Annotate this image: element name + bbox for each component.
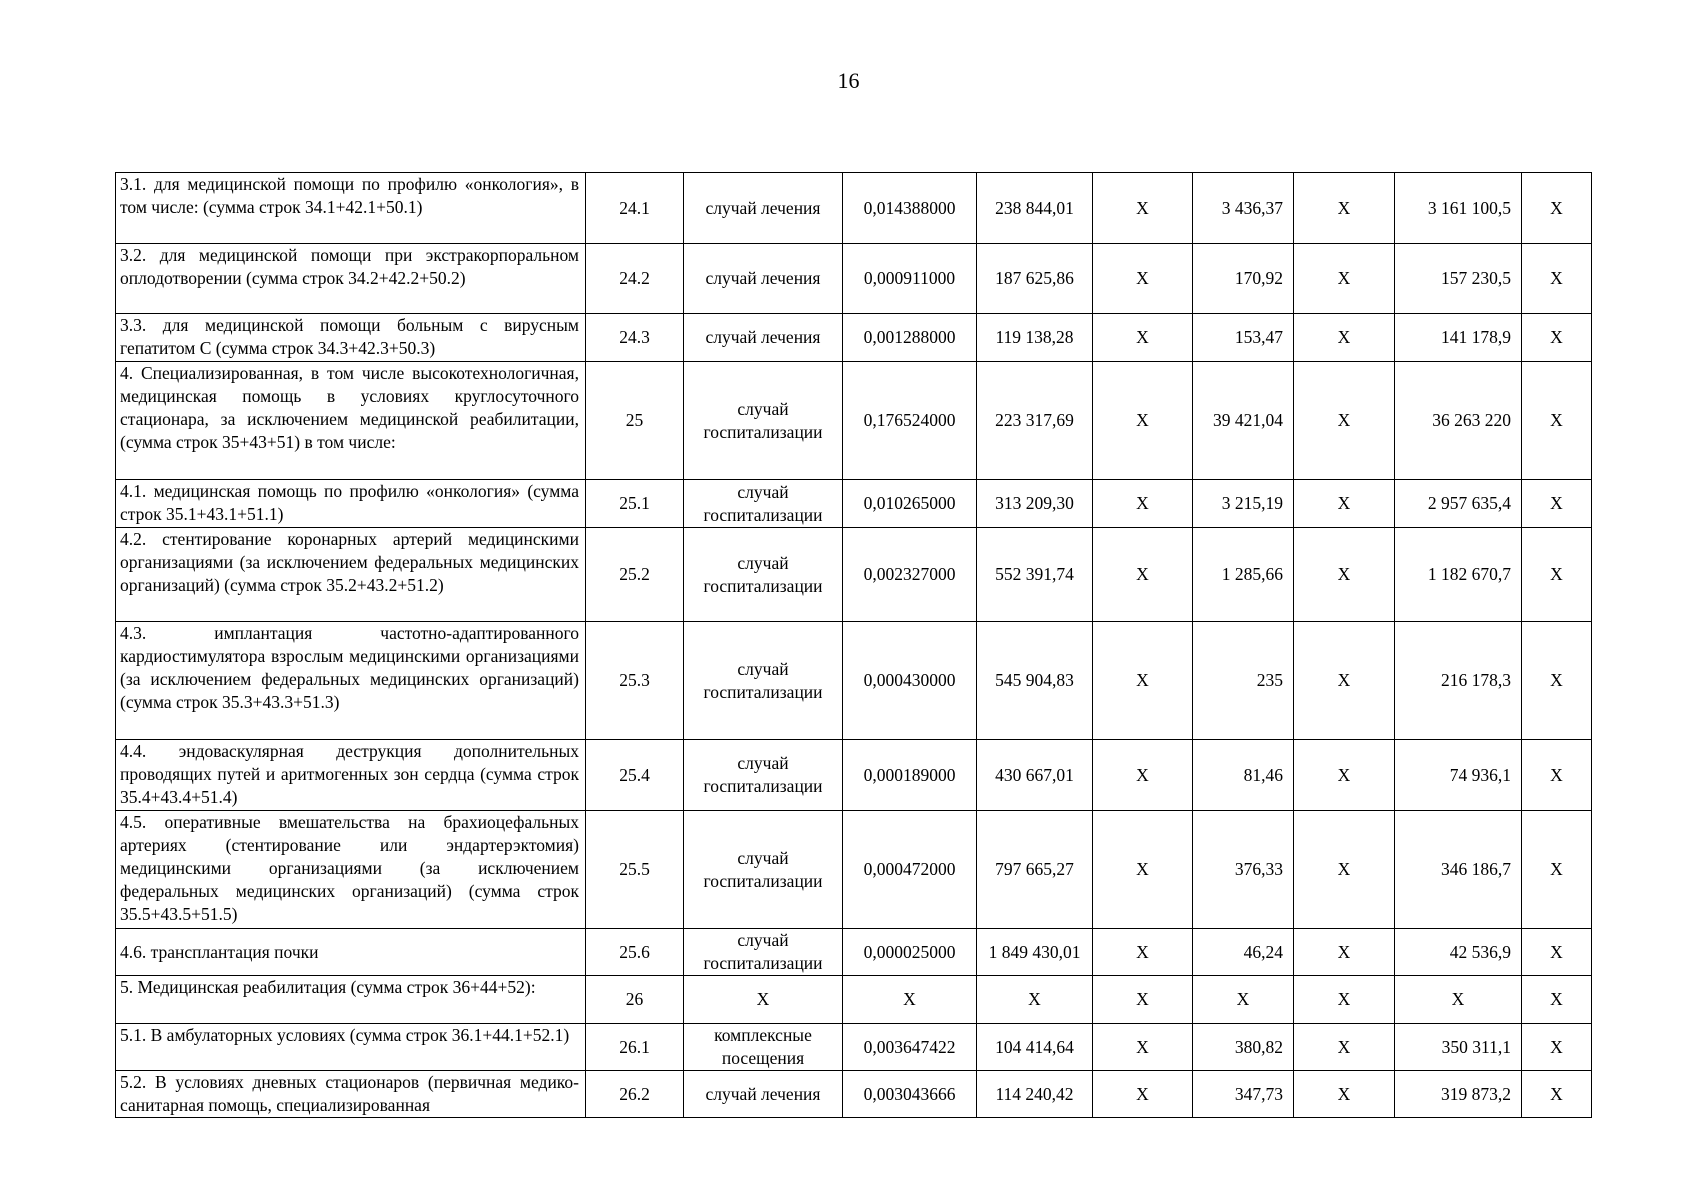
row-cost: 797 665,27 <box>977 811 1093 929</box>
row-code: 26 <box>586 976 684 1024</box>
row-col6: Х <box>1093 929 1193 976</box>
row-cost: 313 209,30 <box>977 480 1093 528</box>
row-norm: 0,010265000 <box>843 480 977 528</box>
row-col8: Х <box>1294 480 1395 528</box>
row-col8: Х <box>1294 1024 1395 1071</box>
row-norm: 0,000025000 <box>843 929 977 976</box>
table-row <box>116 314 1592 362</box>
row-code: 24.1 <box>586 173 684 244</box>
row-name: 5.1. В амбулаторных условиях (сумма строк 36.1+44.1+52.1) <box>116 1024 586 1071</box>
table-row <box>116 362 1592 480</box>
row-cost: 114 240,42 <box>977 1071 1093 1118</box>
row-unit: случай госпитализации <box>684 480 843 528</box>
row-col8: Х <box>1294 1071 1395 1118</box>
row-name: 5.2. В условиях дневных стационаров (первичная медико-санитарная помощь, специализированная <box>116 1071 586 1118</box>
table-row <box>116 929 1592 976</box>
row-col8: Х <box>1294 976 1395 1024</box>
page-number: 16 <box>837 68 860 93</box>
row-code: 24.2 <box>586 244 684 314</box>
row-col8: Х <box>1294 740 1395 811</box>
row-col7: 380,82 <box>1193 1024 1294 1071</box>
row-col8: Х <box>1294 811 1395 929</box>
row-col10: Х <box>1522 1071 1592 1118</box>
row-col9: 36 263 220 <box>1395 362 1522 480</box>
row-name: 4.4. эндоваскулярная деструкция дополнительных проводящих путей и аритмогенных зон сердца (сумма строк 35.4+43.4+51.4) <box>116 740 586 811</box>
row-col7: 39 421,04 <box>1193 362 1294 480</box>
table-row <box>116 1024 1592 1071</box>
row-norm: 0,002327000 <box>843 528 977 622</box>
row-col6: Х <box>1093 314 1193 362</box>
row-unit: случай госпитализации <box>684 622 843 740</box>
row-col7: 153,47 <box>1193 314 1294 362</box>
table-row <box>116 480 1592 528</box>
row-col9: 319 873,2 <box>1395 1071 1522 1118</box>
row-col9: 2 957 635,4 <box>1395 480 1522 528</box>
table-row <box>116 740 1592 811</box>
row-code: 25.4 <box>586 740 684 811</box>
row-col10: Х <box>1522 173 1592 244</box>
row-col6: Х <box>1093 362 1193 480</box>
table-row <box>116 1071 1592 1118</box>
row-unit: случай госпитализации <box>684 740 843 811</box>
financing-table <box>115 172 1592 1118</box>
row-norm: 0,000472000 <box>843 811 977 929</box>
row-col10: Х <box>1522 244 1592 314</box>
row-code: 26.1 <box>586 1024 684 1071</box>
row-norm: 0,000189000 <box>843 740 977 811</box>
row-col10: Х <box>1522 929 1592 976</box>
table-row <box>116 976 1592 1024</box>
row-unit: случай госпитализации <box>684 362 843 480</box>
row-col7: 347,73 <box>1193 1071 1294 1118</box>
row-cost: 187 625,86 <box>977 244 1093 314</box>
row-col9: 3 161 100,5 <box>1395 173 1522 244</box>
row-col8: Х <box>1294 929 1395 976</box>
row-cost: 223 317,69 <box>977 362 1093 480</box>
row-col9: 346 186,7 <box>1395 811 1522 929</box>
row-col8: Х <box>1294 173 1395 244</box>
row-col6: Х <box>1093 1071 1193 1118</box>
row-col10: Х <box>1522 740 1592 811</box>
row-norm: 0,000430000 <box>843 622 977 740</box>
row-col7: 235 <box>1193 622 1294 740</box>
row-col6: Х <box>1093 811 1193 929</box>
row-cost: 552 391,74 <box>977 528 1093 622</box>
row-cost: 1 849 430,01 <box>977 929 1093 976</box>
row-col6: Х <box>1093 622 1193 740</box>
row-unit: комплексные посещения <box>684 1024 843 1071</box>
row-unit: случай лечения <box>684 244 843 314</box>
row-unit: случай лечения <box>684 173 843 244</box>
row-col7: 1 285,66 <box>1193 528 1294 622</box>
row-code: 25.3 <box>586 622 684 740</box>
row-col6: Х <box>1093 740 1193 811</box>
table-row <box>116 622 1592 740</box>
row-code: 25.6 <box>586 929 684 976</box>
row-norm: 0,001288000 <box>843 314 977 362</box>
row-cost: 545 904,83 <box>977 622 1093 740</box>
row-col6: Х <box>1093 173 1193 244</box>
row-col9: 1 182 670,7 <box>1395 528 1522 622</box>
table-row <box>116 528 1592 622</box>
row-col6: Х <box>1093 528 1193 622</box>
row-col10: Х <box>1522 314 1592 362</box>
row-col9: 350 311,1 <box>1395 1024 1522 1071</box>
row-col10: Х <box>1522 1024 1592 1071</box>
row-col7: Х <box>1193 976 1294 1024</box>
row-norm: 0,000911000 <box>843 244 977 314</box>
row-col9: 74 936,1 <box>1395 740 1522 811</box>
row-name: 3.2. для медицинской помощи при экстракорпоральном оплодотворении (сумма строк 34.2+42.2+50.2) <box>116 244 586 314</box>
row-code: 26.2 <box>586 1071 684 1118</box>
row-col9: 42 536,9 <box>1395 929 1522 976</box>
row-col9: 141 178,9 <box>1395 314 1522 362</box>
table-row <box>116 173 1592 244</box>
row-col7: 170,92 <box>1193 244 1294 314</box>
row-norm: 0,014388000 <box>843 173 977 244</box>
row-name: 5. Медицинская реабилитация (сумма строк 36+44+52): <box>116 976 586 1024</box>
row-name: 3.1. для медицинской помощи по профилю «онкология», в том числе: (сумма строк 34.1+42.1+50.1) <box>116 173 586 244</box>
row-unit: случай лечения <box>684 314 843 362</box>
row-col8: Х <box>1294 622 1395 740</box>
row-col8: Х <box>1294 314 1395 362</box>
row-code: 24.3 <box>586 314 684 362</box>
row-unit: Х <box>684 976 843 1024</box>
row-unit: случай лечения <box>684 1071 843 1118</box>
row-col8: Х <box>1294 244 1395 314</box>
row-col9: Х <box>1395 976 1522 1024</box>
row-unit: случай госпитализации <box>684 929 843 976</box>
row-code: 25.2 <box>586 528 684 622</box>
row-col6: Х <box>1093 976 1193 1024</box>
row-col10: Х <box>1522 362 1592 480</box>
row-col7: 3 215,19 <box>1193 480 1294 528</box>
row-col6: Х <box>1093 244 1193 314</box>
row-col10: Х <box>1522 528 1592 622</box>
row-name: 4. Специализированная, в том числе высокотехнологичная, медицинская помощь в условиях круглосуточного стационара, за исключением медицинской реабилитации, (сумма строк 35+43+51) в том числе: <box>116 362 586 480</box>
row-norm: 0,176524000 <box>843 362 977 480</box>
row-cost: 430 667,01 <box>977 740 1093 811</box>
row-col9: 157 230,5 <box>1395 244 1522 314</box>
row-name: 4.6. трансплантация почки <box>116 929 586 976</box>
table-row <box>116 811 1592 929</box>
row-name: 4.5. оперативные вмешательства на брахиоцефальных артериях (стентирование или эндартерэктомия) медицинскими организациями (за исключением федеральных медицинских организаций) (сумма строк 35.5+43.5+51.5) <box>116 811 586 929</box>
row-col9: 216 178,3 <box>1395 622 1522 740</box>
row-col7: 46,24 <box>1193 929 1294 976</box>
row-cost: 119 138,28 <box>977 314 1093 362</box>
row-col10: Х <box>1522 480 1592 528</box>
row-col10: Х <box>1522 976 1592 1024</box>
row-col7: 81,46 <box>1193 740 1294 811</box>
row-code: 25.1 <box>586 480 684 528</box>
row-norm: 0,003647422 <box>843 1024 977 1071</box>
row-name: 4.1. медицинская помощь по профилю «онкология» (сумма строк 35.1+43.1+51.1) <box>116 480 586 528</box>
row-cost: Х <box>977 976 1093 1024</box>
row-cost: 104 414,64 <box>977 1024 1093 1071</box>
row-name: 4.3. имплантация частотно-адаптированного кардиостимулятора взрослым медицинскими организациями (за исключением федеральных медицинских организаций) (сумма строк 35.3+43.3+51.3) <box>116 622 586 740</box>
row-unit: случай госпитализации <box>684 811 843 929</box>
row-col8: Х <box>1294 528 1395 622</box>
row-norm: Х <box>843 976 977 1024</box>
row-col10: Х <box>1522 811 1592 929</box>
row-name: 4.2. стентирование коронарных артерий медицинскими организациями (за исключением федеральных медицинских организаций) (сумма строк 35.2+43.2+51.2) <box>116 528 586 622</box>
row-code: 25 <box>586 362 684 480</box>
row-col7: 3 436,37 <box>1193 173 1294 244</box>
row-unit: случай госпитализации <box>684 528 843 622</box>
row-col8: Х <box>1294 362 1395 480</box>
row-col6: Х <box>1093 480 1193 528</box>
table-row <box>116 244 1592 314</box>
row-name: 3.3. для медицинской помощи больным с вирусным гепатитом С (сумма строк 34.3+42.3+50.3) <box>116 314 586 362</box>
row-cost: 238 844,01 <box>977 173 1093 244</box>
row-col10: Х <box>1522 622 1592 740</box>
row-col7: 376,33 <box>1193 811 1294 929</box>
row-code: 25.5 <box>586 811 684 929</box>
row-norm: 0,003043666 <box>843 1071 977 1118</box>
row-col6: Х <box>1093 1024 1193 1071</box>
